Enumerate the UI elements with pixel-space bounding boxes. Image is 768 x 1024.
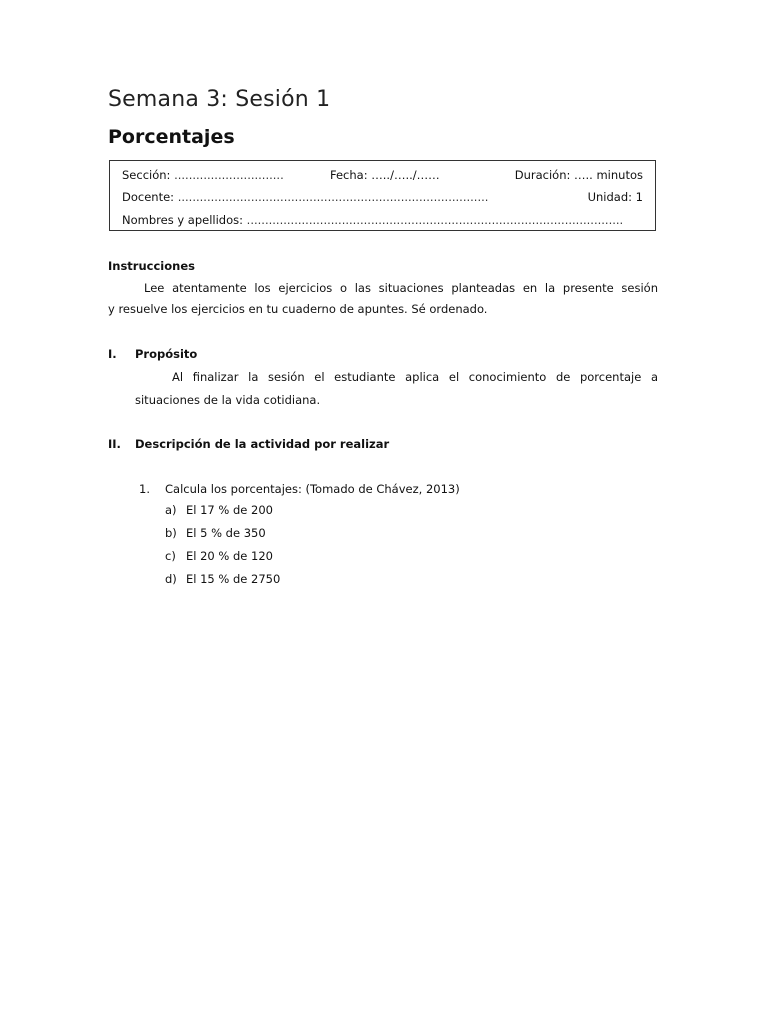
seccion-label: Sección: [122, 168, 171, 182]
student-info-box [109, 160, 656, 231]
nombres-label: Nombres y apellidos: [122, 213, 244, 227]
docente-label: Docente: [122, 190, 175, 204]
instrucciones-line-2: y resuelve los ejercicios en tu cuaderno de apuntes. Sé ordenado. [108, 302, 488, 316]
info-row-1 [122, 168, 643, 184]
fecha-label: Fecha: [330, 168, 368, 182]
page-title: Semana 3: Sesión 1 [108, 87, 331, 112]
subitem-text-d: El 15 % de 2750 [186, 572, 281, 586]
subitem-marker-b: b) [165, 526, 177, 540]
fecha-field [330, 168, 440, 182]
info-row-2 [122, 190, 643, 206]
item-text-1: Calcula los porcentajes: (Tomado de Chávez, 2013) [165, 482, 460, 496]
proposito-line-1: Al finalizar la sesión el estudiante aplica el conocimiento de porcentaje a [172, 370, 658, 384]
subitem-text-b: El 5 % de 350 [186, 526, 266, 540]
subitem-marker-c: c) [165, 549, 176, 563]
duracion-value: ….. minutos [574, 168, 643, 182]
subitem-text-a: El 17 % de 200 [186, 503, 273, 517]
proposito-numeral: I. [108, 347, 117, 361]
descripcion-heading: Descripción de la actividad por realizar [135, 437, 390, 451]
docente-field [122, 190, 488, 204]
descripcion-numeral: II. [108, 437, 121, 451]
item-number-1: 1. [139, 482, 150, 496]
unidad-field [588, 190, 643, 204]
seccion-field [122, 168, 284, 182]
subitem-marker-a: a) [165, 503, 177, 517]
unidad-value: 1 [635, 190, 643, 204]
nombres-dots: ....................................................................................................... [246, 213, 624, 227]
instrucciones-line-1: Lee atentamente los ejercicios o las situaciones planteadas en la presente sesión [144, 281, 658, 295]
seccion-dots: .............................. [174, 168, 284, 182]
info-row-3 [122, 213, 643, 229]
proposito-line-2: situaciones de la vida cotidiana. [135, 393, 321, 407]
docente-dots: ..................................................................................... [177, 190, 489, 204]
page-subtitle: Porcentajes [108, 126, 235, 148]
unidad-label: Unidad: [587, 190, 633, 204]
proposito-heading: Propósito [135, 347, 198, 361]
instrucciones-heading: Instrucciones [108, 259, 195, 273]
nombres-field [122, 213, 623, 227]
subitem-marker-d: d) [165, 572, 177, 586]
fecha-value: …../…../…… [371, 168, 440, 182]
duracion-label: Duración: [514, 168, 571, 182]
subitem-text-c: El 20 % de 120 [186, 549, 273, 563]
duracion-field [515, 168, 643, 182]
